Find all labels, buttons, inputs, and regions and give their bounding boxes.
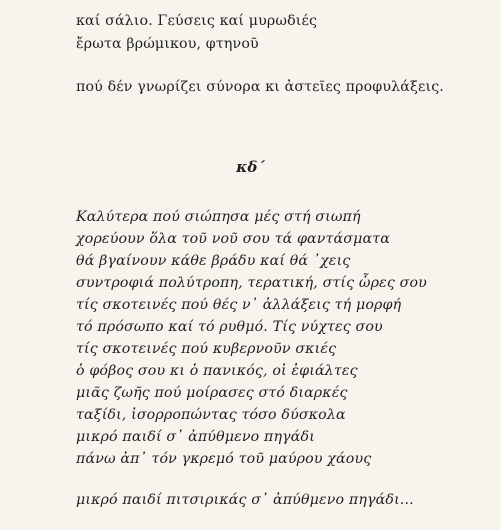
poem-line-4: συντροφιά πολύτροπη, τερατική, στίς ὧρες σου: [76, 275, 427, 291]
poem-line-11: μικρό παιδί σ᾽ ἀπύθμενο πηγάδι: [76, 429, 315, 445]
poem-line-7: τίς σκοτεινές πού κυβερνοῦν σκιές: [76, 341, 337, 357]
poem-line-1: Καλύτερα πού σιώπησα μές στή σιωπή: [76, 209, 361, 225]
poem-line-5: τίς σκοτεινές πού θές ν᾽ ἀλλάξεις τή μορφή: [76, 297, 402, 313]
stanza-line-2: ἔρωτα βρώμικου, φτηνοῦ: [76, 36, 259, 52]
poem-line-9: μιᾶς ζωῆς πού μοίρασες στό διαρκές: [76, 385, 348, 401]
poem-line-8: ὁ φόβος σου κι ὁ πανικός, οἱ ἐφιάλτες: [76, 363, 358, 379]
poem-line-3: θά βγαίνουν κάθε βράδυ καί θά ᾽χεις: [76, 253, 351, 269]
poem-line-2: χορεύουν ὅλα τοῦ νοῦ σου τά φαντάσματα: [76, 231, 390, 247]
poem-final-line: μικρό παιδί πιτσιρικάς σ᾽ ἀπύθμενο πηγάδι...: [76, 492, 414, 508]
stanza-line-1: καί σάλιο. Γεύσεις καί μυρωδιές: [76, 13, 318, 29]
section-heading: κδ΄: [236, 158, 265, 176]
closing-line: πού δέν γνωρίζει σύνορα κι ἀστεῖες προφυλάξεις.: [76, 79, 444, 95]
poem-line-10: ταξίδι, ἰσορροπώντας τόσο δύσκολα: [76, 407, 346, 423]
poem-line-6: τό πρόσωπο καί τό ρυθμό. Τίς νύχτες σου: [76, 319, 383, 335]
poem-line-12: πάνω ἀπ᾽ τόν γκρεμό τοῦ μαύρου χάους: [76, 451, 372, 467]
